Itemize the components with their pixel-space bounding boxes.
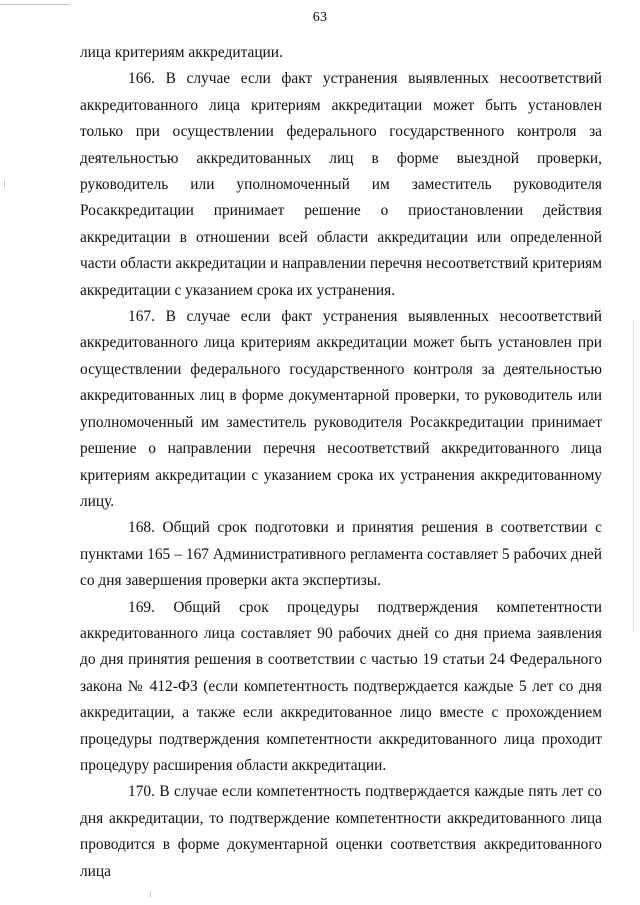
page-number: 63 (312, 10, 328, 25)
paragraph-168: 168. Общий срок подготовки и принятия решения в соответствии с пунктами 165 – 167 Административного регламента составляет 5 рабочих дней со дня завершения проверки акта экспертизы. (80, 519, 602, 590)
paragraph-166: 166. В случае если факт устранения выявленных несоответствий аккредитованного лица критериям аккредитации может быть установлен только при осуществлении федерального государственного контроля за деятельностью аккредитованных лиц в форме выездной проверки, руководитель или уполномоченный им заместитель руководителя Росаккредитации принимает решение о приостановлении действия аккредитации в отношении всей области аккредитации или определенной части области аккредитации и направлении перечня несоответствий критериям аккредитации с указанием срока их устранения. (80, 70, 602, 299)
paragraph-167: 167. В случае если факт устранения выявленных несоответствий аккредитованного лица критериям аккредитации может быть установлен при осуществлении федерального государственного контроля за деятельностью аккредитованных лиц в форме документарной проверки, то руководитель или уполномоченный им заместитель руководителя Росаккредитации принимает решение о направлении перечня несоответствий аккредитованного лица критериям аккредитации с указанием срока их устранения аккредитованному лицу. (80, 308, 602, 510)
scan-edge-mark (633, 320, 634, 630)
paragraph-continuation: лица критериям аккредитации. (80, 44, 283, 61)
document-body (80, 40, 602, 885)
paragraph-169: 169. Общий срок процедуры подтверждения компетентности аккредитованного лица составляет 90 рабочих дней со дня приема заявления до дня принятия решения в соответствии с частью 19 статьи 24 Федерального закона № 412-ФЗ (если компетентность подтверждается каждые 5 лет со дня аккредитации, а также если аккредитованное лицо вместе с прохождением процедуры подтверждения компетентности аккредитованного лица проходит процедуру расширения области аккредитации. (80, 598, 602, 774)
scan-edge-mark (4, 180, 5, 188)
paragraph-170: 170. В случае если компетентность подтверждается каждые пять лет со дня аккредитации, то подтверждение компетентности аккредитованного лица проводится в форме документарной оценки соответствия аккредитованного лица (80, 783, 602, 880)
scan-edge-mark (150, 891, 151, 897)
scan-edge-mark (0, 4, 70, 5)
